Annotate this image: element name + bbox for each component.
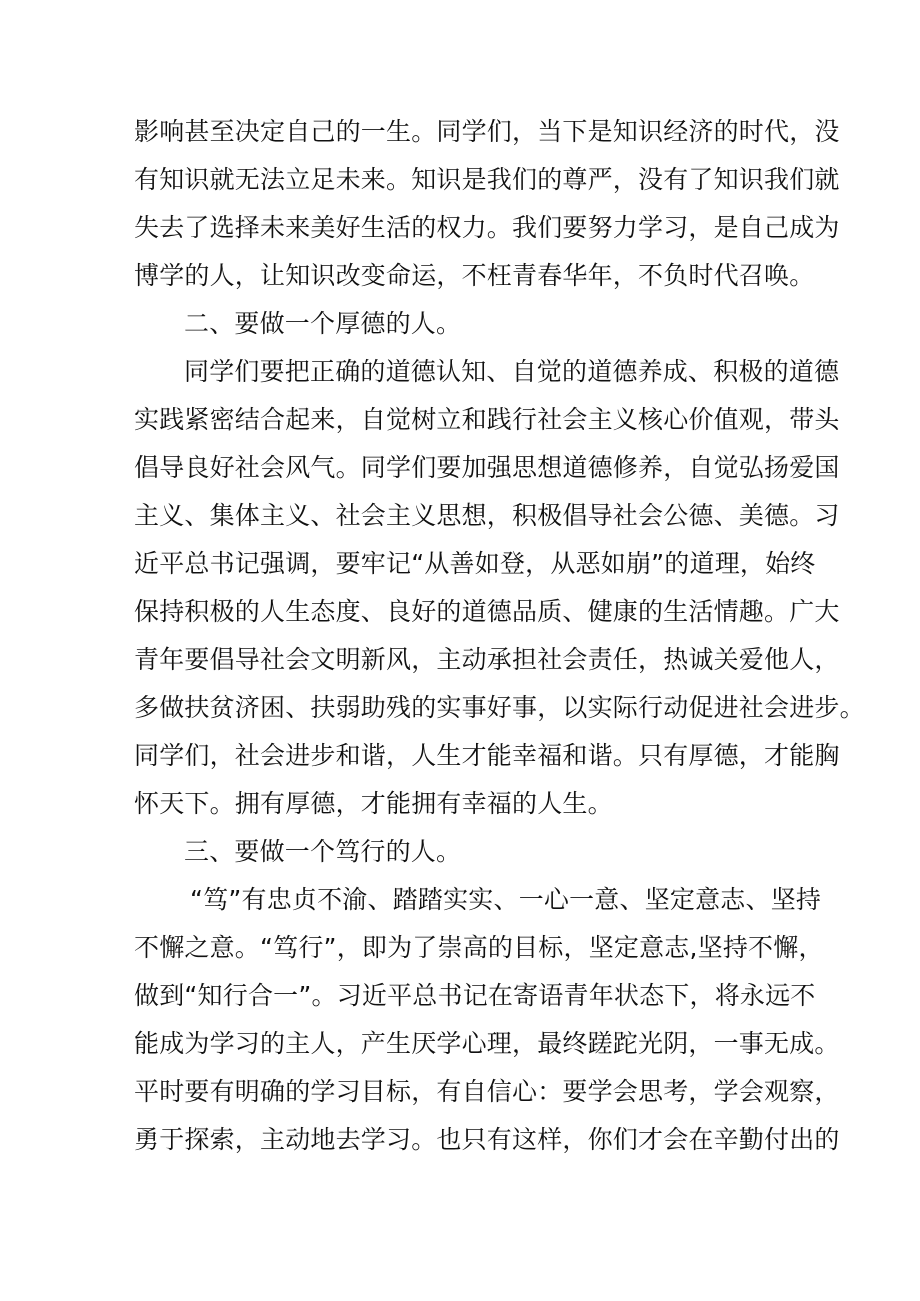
section-heading: 三、要做一个笃行的人。	[184, 837, 462, 866]
text-line: 平时要有明确的学习目标，有自信心：要学会思考，学会观察，	[134, 1077, 840, 1106]
text-line: 多做扶贫济困、扶弱助残的实事好事，以实际行动促进社会进步。	[134, 693, 865, 722]
document-body	[134, 108, 865, 1164]
text-line: 同学们要把正确的道德认知、自觉的道德养成、积极的道德	[184, 357, 840, 386]
text-line: 能成为学习的主人，产生厌学心理，最终蹉跎光阴，一事无成。	[134, 1029, 840, 1058]
text-line: 实践紧密结合起来，自觉树立和践行社会主义核心价值观，带头	[134, 405, 840, 434]
text-line: 影响甚至决定自己的一生。同学们，当下是知识经济的时代，没	[134, 117, 840, 146]
text-line: 怀天下。拥有厚德，才能拥有幸福的人生。	[134, 789, 613, 818]
text-line: 博学的人，让知识改变命运，不枉青春华年，不负时代召唤。	[134, 261, 815, 290]
text-line: 保持积极的人生态度、良好的道德品质、健康的生活情趣。广大	[134, 597, 840, 626]
text-line: 同学们，社会进步和谐，人生才能幸福和谐。只有厚德，才能胸	[134, 741, 840, 770]
text-line: 勇于探索，主动地去学习。也只有这样，你们才会在辛勤付出的	[134, 1125, 840, 1154]
text-line: 青年要倡导社会文明新风，主动承担社会责任，热诚关爱他人，	[134, 645, 840, 674]
text-line: “笃”有忠贞不渝、踏踏实实、一心一意、坚定意志、坚持	[190, 885, 822, 914]
text-line: 失去了选择未来美好生活的权力。我们要努力学习，是自己成为	[134, 213, 840, 242]
text-line: 不懈之意。“笃行”，即为了崇高的目标，坚定意志,坚持不懈，	[134, 933, 824, 962]
text-line: 主义、集体主义、社会主义思想，积极倡导社会公德、美德。习	[134, 501, 840, 530]
text-line: 近平总书记强调，要牢记“从善如登，从恶如崩”的道理，始终	[134, 549, 816, 578]
text-line: 有知识就无法立足未来。知识是我们的尊严，没有了知识我们就	[134, 165, 840, 194]
section-heading: 二、要做一个厚德的人。	[184, 309, 462, 338]
text-line: 做到“知行合一”。习近平总书记在寄语青年状态下，将永远不	[134, 981, 816, 1010]
text-line: 倡导良好社会风气。同学们要加强思想道德修养，自觉弘扬爱国	[134, 453, 840, 482]
